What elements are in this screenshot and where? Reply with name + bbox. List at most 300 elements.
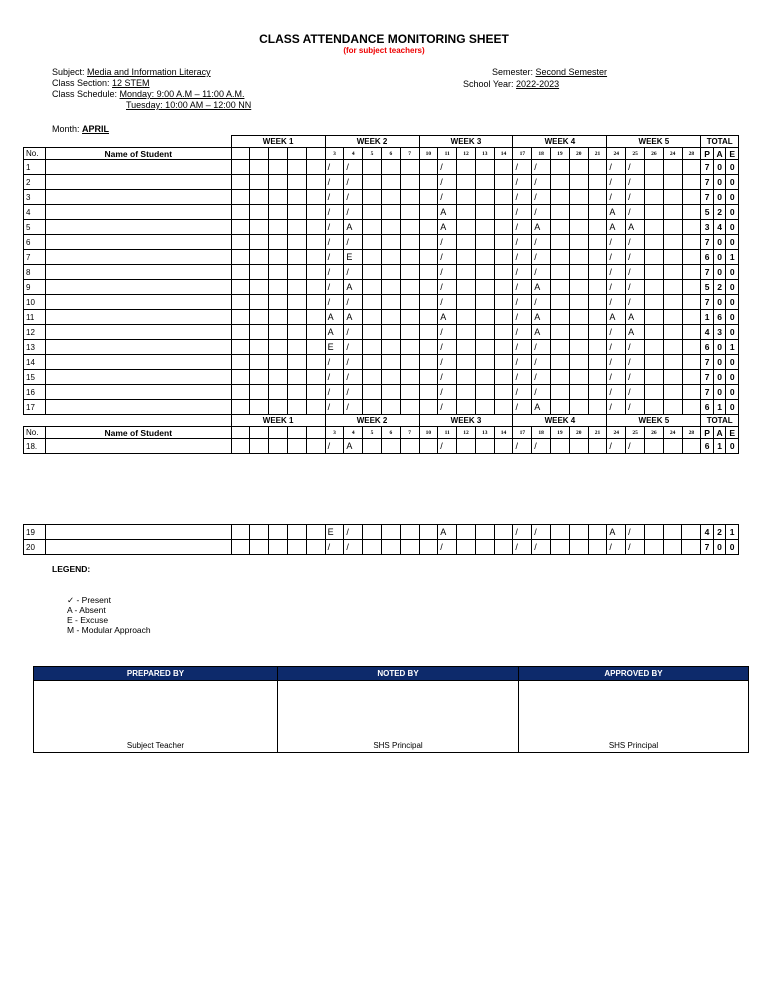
row-number: 1 — [24, 160, 46, 175]
row-number: 11 — [24, 310, 46, 325]
row-number: 2 — [24, 175, 46, 190]
attendance-mark: / — [344, 340, 363, 355]
excuse-total: 0 — [726, 355, 739, 370]
subject-value: Media and Information Literacy — [87, 67, 211, 77]
noted-by-signature: SHS Principal — [278, 681, 519, 753]
attendance-mark — [306, 540, 325, 555]
attendance-mark — [363, 400, 382, 415]
present-total: 3 — [701, 220, 714, 235]
total-column-header: E — [726, 148, 739, 160]
attendance-mark — [400, 160, 419, 175]
attendance-mark — [588, 295, 607, 310]
attendance-mark — [363, 385, 382, 400]
attendance-mark — [231, 280, 250, 295]
attendance-mark — [306, 355, 325, 370]
day-header: 3 — [325, 427, 344, 439]
attendance-mark — [569, 160, 588, 175]
attendance-mark: / — [532, 439, 551, 454]
day-header: 3 — [325, 148, 344, 160]
attendance-mark — [569, 540, 588, 555]
attendance-mark: / — [344, 235, 363, 250]
day-header — [306, 427, 325, 439]
day-header: 20 — [569, 148, 588, 160]
attendance-mark — [682, 340, 701, 355]
attendance-mark — [363, 340, 382, 355]
attendance-mark — [494, 525, 513, 540]
attendance-mark — [287, 295, 306, 310]
attendance-mark — [269, 525, 288, 540]
attendance-mark — [588, 235, 607, 250]
attendance-mark — [381, 325, 400, 340]
student-name-cell — [45, 325, 231, 340]
excuse-total: 1 — [726, 525, 739, 540]
attendance-mark: / — [626, 160, 645, 175]
attendance-mark: / — [344, 160, 363, 175]
attendance-mark — [363, 265, 382, 280]
day-header — [250, 427, 269, 439]
attendance-mark — [363, 160, 382, 175]
attendance-mark: / — [607, 400, 626, 415]
attendance-mark — [644, 439, 663, 454]
attendance-mark — [551, 439, 570, 454]
attendance-mark — [269, 235, 288, 250]
absent-total: 3 — [713, 325, 726, 340]
student-name-cell — [45, 160, 231, 175]
attendance-mark — [457, 325, 476, 340]
attendance-mark: / — [438, 540, 457, 555]
attendance-mark: / — [626, 175, 645, 190]
attendance-mark — [457, 295, 476, 310]
attendance-mark: / — [344, 325, 363, 340]
attendance-mark: / — [513, 340, 532, 355]
present-total: 5 — [701, 280, 714, 295]
attendance-mark: / — [344, 190, 363, 205]
attendance-mark — [644, 160, 663, 175]
attendance-mark — [419, 325, 438, 340]
table-row — [24, 385, 739, 400]
attendance-mark — [663, 525, 682, 540]
attendance-mark — [363, 235, 382, 250]
attendance-mark: / — [325, 250, 344, 265]
attendance-mark — [287, 250, 306, 265]
attendance-mark: / — [513, 205, 532, 220]
signature-table — [33, 666, 749, 753]
attendance-mark — [457, 400, 476, 415]
attendance-mark: / — [325, 400, 344, 415]
student-name-cell — [45, 280, 231, 295]
attendance-mark — [475, 355, 494, 370]
attendance-mark — [381, 175, 400, 190]
attendance-mark — [363, 439, 382, 454]
week-header: WEEK 2 — [325, 136, 419, 148]
attendance-mark: / — [438, 385, 457, 400]
attendance-mark — [231, 439, 250, 454]
attendance-mark — [457, 310, 476, 325]
attendance-mark — [231, 400, 250, 415]
attendance-mark — [306, 190, 325, 205]
attendance-mark: / — [513, 235, 532, 250]
attendance-mark: / — [513, 310, 532, 325]
attendance-mark — [269, 355, 288, 370]
attendance-mark — [287, 160, 306, 175]
attendance-mark — [381, 439, 400, 454]
attendance-mark — [663, 325, 682, 340]
absent-total: 0 — [713, 340, 726, 355]
student-name-cell — [45, 265, 231, 280]
absent-total: 6 — [713, 310, 726, 325]
attendance-mark — [682, 540, 701, 555]
attendance-mark — [306, 280, 325, 295]
excuse-total: 0 — [726, 295, 739, 310]
excuse-total: 0 — [726, 190, 739, 205]
attendance-mark: A — [344, 439, 363, 454]
week-header: WEEK 5 — [607, 136, 701, 148]
present-total: 7 — [701, 190, 714, 205]
day-header: 5 — [363, 427, 382, 439]
attendance-mark — [231, 265, 250, 280]
attendance-mark: / — [344, 400, 363, 415]
present-total: 7 — [701, 175, 714, 190]
attendance-mark: / — [626, 400, 645, 415]
attendance-mark: / — [626, 190, 645, 205]
attendance-mark: / — [607, 540, 626, 555]
attendance-mark — [306, 370, 325, 385]
attendance-mark — [475, 310, 494, 325]
attendance-mark — [381, 280, 400, 295]
day-header: 21 — [588, 148, 607, 160]
excuse-total: 0 — [726, 220, 739, 235]
attendance-mark: A — [532, 400, 551, 415]
attendance-mark — [306, 439, 325, 454]
attendance-mark — [269, 385, 288, 400]
week-header: WEEK 3 — [419, 415, 513, 427]
attendance-mark — [269, 220, 288, 235]
semester-info — [492, 67, 607, 78]
attendance-mark: A — [438, 205, 457, 220]
attendance-mark: / — [344, 540, 363, 555]
attendance-mark — [231, 250, 250, 265]
row-number: 15 — [24, 370, 46, 385]
attendance-mark — [663, 340, 682, 355]
attendance-mark — [363, 295, 382, 310]
row-number: 16 — [24, 385, 46, 400]
attendance-mark: A — [607, 205, 626, 220]
present-total: 6 — [701, 439, 714, 454]
attendance-mark — [231, 220, 250, 235]
attendance-mark: / — [607, 160, 626, 175]
attendance-mark: / — [438, 250, 457, 265]
row-number: 7 — [24, 250, 46, 265]
attendance-mark — [644, 385, 663, 400]
day-header: 14 — [494, 148, 513, 160]
attendance-mark — [457, 525, 476, 540]
attendance-mark — [231, 385, 250, 400]
attendance-mark — [306, 400, 325, 415]
attendance-mark — [644, 250, 663, 265]
attendance-mark — [400, 265, 419, 280]
attendance-mark: / — [438, 160, 457, 175]
attendance-mark: / — [532, 340, 551, 355]
day-header: 11 — [438, 148, 457, 160]
attendance-mark: / — [607, 280, 626, 295]
table-row — [24, 540, 739, 555]
attendance-mark: A — [626, 220, 645, 235]
attendance-mark — [494, 205, 513, 220]
attendance-mark: A — [325, 310, 344, 325]
attendance-mark: / — [513, 160, 532, 175]
attendance-mark — [400, 190, 419, 205]
attendance-mark — [644, 190, 663, 205]
attendance-mark — [400, 310, 419, 325]
attendance-mark: / — [607, 340, 626, 355]
attendance-mark: / — [532, 525, 551, 540]
attendance-mark — [551, 220, 570, 235]
attendance-mark — [306, 235, 325, 250]
attendance-mark — [644, 235, 663, 250]
attendance-mark — [644, 220, 663, 235]
present-total: 7 — [701, 235, 714, 250]
attendance-mark — [457, 280, 476, 295]
attendance-mark: / — [438, 325, 457, 340]
attendance-mark — [682, 235, 701, 250]
attendance-mark: / — [438, 355, 457, 370]
day-header — [231, 427, 250, 439]
attendance-mark — [287, 439, 306, 454]
attendance-mark — [306, 340, 325, 355]
attendance-mark — [663, 205, 682, 220]
attendance-mark — [682, 250, 701, 265]
attendance-mark — [475, 340, 494, 355]
attendance-mark — [588, 439, 607, 454]
attendance-mark — [419, 385, 438, 400]
student-name-cell — [45, 385, 231, 400]
attendance-mark — [250, 370, 269, 385]
attendance-mark: / — [325, 280, 344, 295]
attendance-mark: / — [438, 400, 457, 415]
attendance-mark — [551, 325, 570, 340]
day-header: 12 — [457, 427, 476, 439]
attendance-mark — [682, 325, 701, 340]
attendance-mark — [400, 175, 419, 190]
attendance-mark: / — [532, 250, 551, 265]
attendance-mark — [419, 295, 438, 310]
day-header: 24 — [663, 148, 682, 160]
attendance-mark — [569, 280, 588, 295]
blank-cell — [24, 415, 46, 427]
attendance-mark — [381, 525, 400, 540]
attendance-mark — [644, 205, 663, 220]
attendance-mark — [588, 370, 607, 385]
attendance-mark — [400, 250, 419, 265]
attendance-mark — [475, 190, 494, 205]
attendance-mark: A — [325, 325, 344, 340]
attendance-mark — [569, 525, 588, 540]
attendance-mark — [306, 525, 325, 540]
attendance-mark — [250, 439, 269, 454]
row-number: 14 — [24, 355, 46, 370]
attendance-mark: A — [344, 220, 363, 235]
attendance-mark — [250, 525, 269, 540]
attendance-mark — [682, 525, 701, 540]
excuse-total: 0 — [726, 160, 739, 175]
day-header: 19 — [551, 427, 570, 439]
attendance-mark: / — [532, 235, 551, 250]
attendance-mark — [569, 355, 588, 370]
absent-total: 1 — [713, 439, 726, 454]
attendance-mark — [494, 295, 513, 310]
attendance-mark — [494, 160, 513, 175]
attendance-mark — [419, 540, 438, 555]
attendance-mark — [287, 400, 306, 415]
attendance-mark — [644, 175, 663, 190]
attendance-mark — [287, 220, 306, 235]
attendance-mark — [400, 205, 419, 220]
attendance-mark — [269, 540, 288, 555]
table-row — [24, 205, 739, 220]
attendance-mark: / — [325, 265, 344, 280]
attendance-mark: / — [438, 280, 457, 295]
attendance-mark — [306, 175, 325, 190]
attendance-mark: / — [325, 370, 344, 385]
day-header: 19 — [551, 148, 570, 160]
attendance-mark — [551, 160, 570, 175]
attendance-mark — [457, 265, 476, 280]
legend-item-absent: A - Absent — [67, 605, 106, 615]
attendance-mark — [475, 525, 494, 540]
excuse-total: 0 — [726, 325, 739, 340]
approved-by-signature: SHS Principal — [519, 681, 749, 753]
table-row — [24, 340, 739, 355]
attendance-mark — [288, 540, 307, 555]
attendance-mark: / — [626, 250, 645, 265]
attendance-mark — [419, 340, 438, 355]
attendance-mark — [475, 160, 494, 175]
attendance-mark — [306, 325, 325, 340]
student-name-cell — [45, 310, 231, 325]
attendance-mark — [250, 250, 269, 265]
approved-by-header: APPROVED BY — [519, 667, 749, 681]
attendance-mark — [419, 280, 438, 295]
absent-total: 0 — [713, 190, 726, 205]
attendance-mark: A — [532, 325, 551, 340]
day-header: 25 — [626, 427, 645, 439]
day-header — [269, 148, 288, 160]
attendance-mark: / — [438, 340, 457, 355]
attendance-mark: / — [325, 385, 344, 400]
attendance-mark — [400, 525, 419, 540]
attendance-mark — [682, 310, 701, 325]
attendance-mark — [381, 310, 400, 325]
attendance-mark: / — [532, 265, 551, 280]
attendance-mark — [569, 175, 588, 190]
day-header: 12 — [457, 148, 476, 160]
attendance-mark — [400, 439, 419, 454]
attendance-mark — [457, 190, 476, 205]
attendance-mark — [250, 310, 269, 325]
attendance-mark — [231, 295, 250, 310]
attendance-mark — [569, 250, 588, 265]
attendance-mark — [551, 400, 570, 415]
student-name-cell — [45, 220, 231, 235]
attendance-mark — [363, 370, 382, 385]
student-name-cell — [45, 295, 231, 310]
attendance-mark — [363, 190, 382, 205]
table-row — [24, 190, 739, 205]
table-row — [24, 310, 739, 325]
day-header: 10 — [419, 148, 438, 160]
legend-title: LEGEND: — [52, 564, 91, 574]
attendance-mark — [663, 400, 682, 415]
attendance-mark — [457, 439, 476, 454]
legend-item-modular: M - Modular Approach — [67, 625, 151, 635]
week-header: WEEK 1 — [231, 415, 325, 427]
attendance-mark — [400, 370, 419, 385]
attendance-mark — [400, 235, 419, 250]
table-row — [24, 280, 739, 295]
table-row — [24, 250, 739, 265]
attendance-mark — [250, 325, 269, 340]
section-value: 12 STEM — [112, 78, 150, 88]
attendance-mark — [250, 540, 269, 555]
attendance-mark — [231, 340, 250, 355]
row-number: 6 — [24, 235, 46, 250]
attendance-mark — [287, 370, 306, 385]
day-header: 24 — [663, 427, 682, 439]
student-name-cell — [45, 190, 231, 205]
student-name-cell — [45, 340, 231, 355]
attendance-mark — [400, 325, 419, 340]
attendance-mark — [457, 370, 476, 385]
noted-by-header: NOTED BY — [278, 667, 519, 681]
attendance-mark — [494, 265, 513, 280]
attendance-mark — [419, 525, 438, 540]
attendance-mark: / — [438, 439, 457, 454]
excuse-total: 0 — [726, 235, 739, 250]
attendance-mark — [494, 370, 513, 385]
attendance-mark — [682, 295, 701, 310]
attendance-mark — [269, 340, 288, 355]
attendance-mark — [588, 385, 607, 400]
attendance-mark: / — [325, 235, 344, 250]
attendance-mark — [400, 340, 419, 355]
total-column-header: P — [701, 148, 714, 160]
attendance-mark — [269, 160, 288, 175]
attendance-mark — [287, 310, 306, 325]
attendance-mark: / — [325, 220, 344, 235]
attendance-mark — [381, 370, 400, 385]
attendance-mark — [494, 250, 513, 265]
attendance-mark — [682, 175, 701, 190]
attendance-mark — [457, 385, 476, 400]
attendance-mark — [663, 265, 682, 280]
attendance-mark — [269, 310, 288, 325]
day-header: 11 — [438, 427, 457, 439]
present-total: 7 — [701, 355, 714, 370]
row-number: 4 — [24, 205, 46, 220]
attendance-table — [23, 135, 739, 454]
attendance-mark — [381, 220, 400, 235]
attendance-mark: / — [325, 295, 344, 310]
attendance-mark — [682, 355, 701, 370]
attendance-mark — [682, 205, 701, 220]
attendance-mark — [419, 235, 438, 250]
attendance-mark — [231, 325, 250, 340]
attendance-mark: E — [344, 250, 363, 265]
attendance-mark — [569, 190, 588, 205]
day-header: 10 — [419, 427, 438, 439]
attendance-mark — [363, 280, 382, 295]
section-label: Class Section: — [52, 78, 113, 88]
